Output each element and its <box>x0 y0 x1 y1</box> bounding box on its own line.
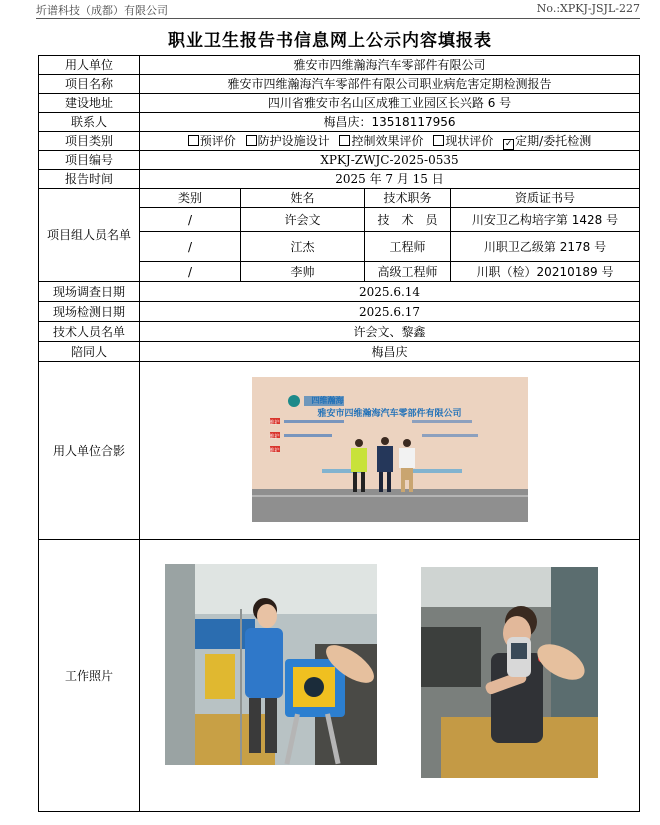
row-employer <box>39 56 640 75</box>
member-title: 技 术 员 <box>365 208 451 232</box>
escort-value: 梅昌庆 <box>140 342 640 362</box>
category-label: 项目类别 <box>39 132 140 151</box>
row-report-time <box>39 170 640 189</box>
work-photo-right <box>421 567 598 778</box>
work-photo-left-image <box>165 564 377 765</box>
survey-date-label: 现场调查日期 <box>39 282 140 302</box>
team-header-cert: 资质证书号 <box>451 189 640 208</box>
checkbox-icon[interactable] <box>339 135 350 146</box>
test-date-label: 现场检测日期 <box>39 302 140 322</box>
row-test-date <box>39 302 640 322</box>
document-number: No.:XPKJ-JSJL-227 <box>536 2 640 15</box>
page-title: 职业卫生报告书信息网上公示内容填报表 <box>168 31 492 51</box>
member-category: / <box>140 208 241 232</box>
row-work-photo <box>39 540 640 812</box>
group-photo-cell <box>140 362 640 540</box>
address-label: 建设地址 <box>39 94 140 113</box>
checkbox-icon[interactable] <box>246 135 257 146</box>
tech-staff-label: 技术人员名单 <box>39 322 140 342</box>
row-group-photo <box>39 362 640 540</box>
option-label: 现状评价 <box>445 133 494 148</box>
wall-tag: 维护 <box>269 447 280 454</box>
member-name: 李帅 <box>241 262 365 282</box>
team-header-category: 类别 <box>140 189 241 208</box>
team-header-title: 技术职务 <box>365 189 451 208</box>
row-category <box>39 132 640 151</box>
employer-value: 雅安市四维瀚海汽车零部件有限公司 <box>140 56 640 75</box>
row-tech-staff <box>39 322 640 342</box>
contact-label: 联系人 <box>39 113 140 132</box>
member-cert: 川职卫乙级第 2178 号 <box>451 232 640 262</box>
page-header <box>36 0 640 19</box>
row-contact <box>39 113 640 132</box>
project-no-value: XPKJ-ZWJC-2025-0535 <box>140 151 640 170</box>
team-header-row <box>39 189 640 208</box>
row-escort <box>39 342 640 362</box>
wall-tag: 维护 <box>269 433 280 440</box>
member-category: / <box>140 232 241 262</box>
option-periodic-testing[interactable] <box>503 134 591 148</box>
group-photo <box>252 377 528 522</box>
project-name-label: 项目名称 <box>39 75 140 94</box>
team-label: 项目组人员名单 <box>39 189 140 282</box>
address-value: 四川省雅安市名山区成雅工业园区长兴路 6 号 <box>140 94 640 113</box>
checkbox-checked-icon[interactable]: ✓ <box>504 138 513 149</box>
member-title: 高级工程师 <box>365 262 451 282</box>
option-label: 定期/委托检测 <box>515 133 592 148</box>
checkbox-icon[interactable] <box>188 135 199 146</box>
option-status-evaluation[interactable] <box>433 134 493 148</box>
wall-company-sign: 雅安市四维瀚海汽车零部件有限公司 <box>317 408 462 419</box>
group-photo-image <box>252 377 528 522</box>
escort-label: 陪同人 <box>39 342 140 362</box>
work-photo-label: 工作照片 <box>39 540 140 812</box>
option-pre-evaluation[interactable] <box>188 134 236 148</box>
report-time-value: 2025 年 7 月 15 日 <box>140 170 640 189</box>
work-photo-cell <box>140 540 640 812</box>
employer-label: 用人单位 <box>39 56 140 75</box>
member-category: / <box>140 262 241 282</box>
report-time-label: 报告时间 <box>39 170 140 189</box>
project-no-label: 项目编号 <box>39 151 140 170</box>
option-control-effect[interactable] <box>339 134 423 148</box>
row-address <box>39 94 640 113</box>
row-survey-date <box>39 282 640 302</box>
checkbox-icon[interactable] <box>433 135 444 146</box>
company-name: 圻谱科技（成都）有限公司 <box>36 4 168 17</box>
team-header-name: 姓名 <box>241 189 365 208</box>
wall-logo-text: 四维瀚海 <box>311 395 344 405</box>
option-label: 控制效果评价 <box>351 133 424 148</box>
group-photo-label: 用人单位合影 <box>39 362 140 540</box>
member-name: 江杰 <box>241 232 365 262</box>
member-name: 许会文 <box>241 208 365 232</box>
info-table <box>38 55 640 812</box>
work-photo-right-image <box>421 567 598 778</box>
contact-value: 梅昌庆：13518117956 <box>140 113 640 132</box>
tech-staff-value: 许会文、黎鑫 <box>140 322 640 342</box>
member-cert: 川安卫乙构培字第 1428 号 <box>451 208 640 232</box>
work-photo-left <box>165 564 377 765</box>
member-title: 工程师 <box>365 232 451 262</box>
option-protection-design[interactable] <box>246 134 330 148</box>
test-date-value: 2025.6.17 <box>140 302 640 322</box>
row-project-no <box>39 151 640 170</box>
row-project-name <box>39 75 640 94</box>
category-options <box>140 132 640 151</box>
option-label: 预评价 <box>199 133 236 148</box>
work-photo-container <box>140 540 640 811</box>
wall-tag: 维护 <box>269 419 280 426</box>
project-name-value: 雅安市四维瀚海汽车零部件有限公司职业病危害定期检测报告 <box>140 75 640 94</box>
option-label: 防护设施设计 <box>257 133 330 148</box>
survey-date-value: 2025.6.14 <box>140 282 640 302</box>
member-cert: 川职（检）20210189 号 <box>451 262 640 282</box>
